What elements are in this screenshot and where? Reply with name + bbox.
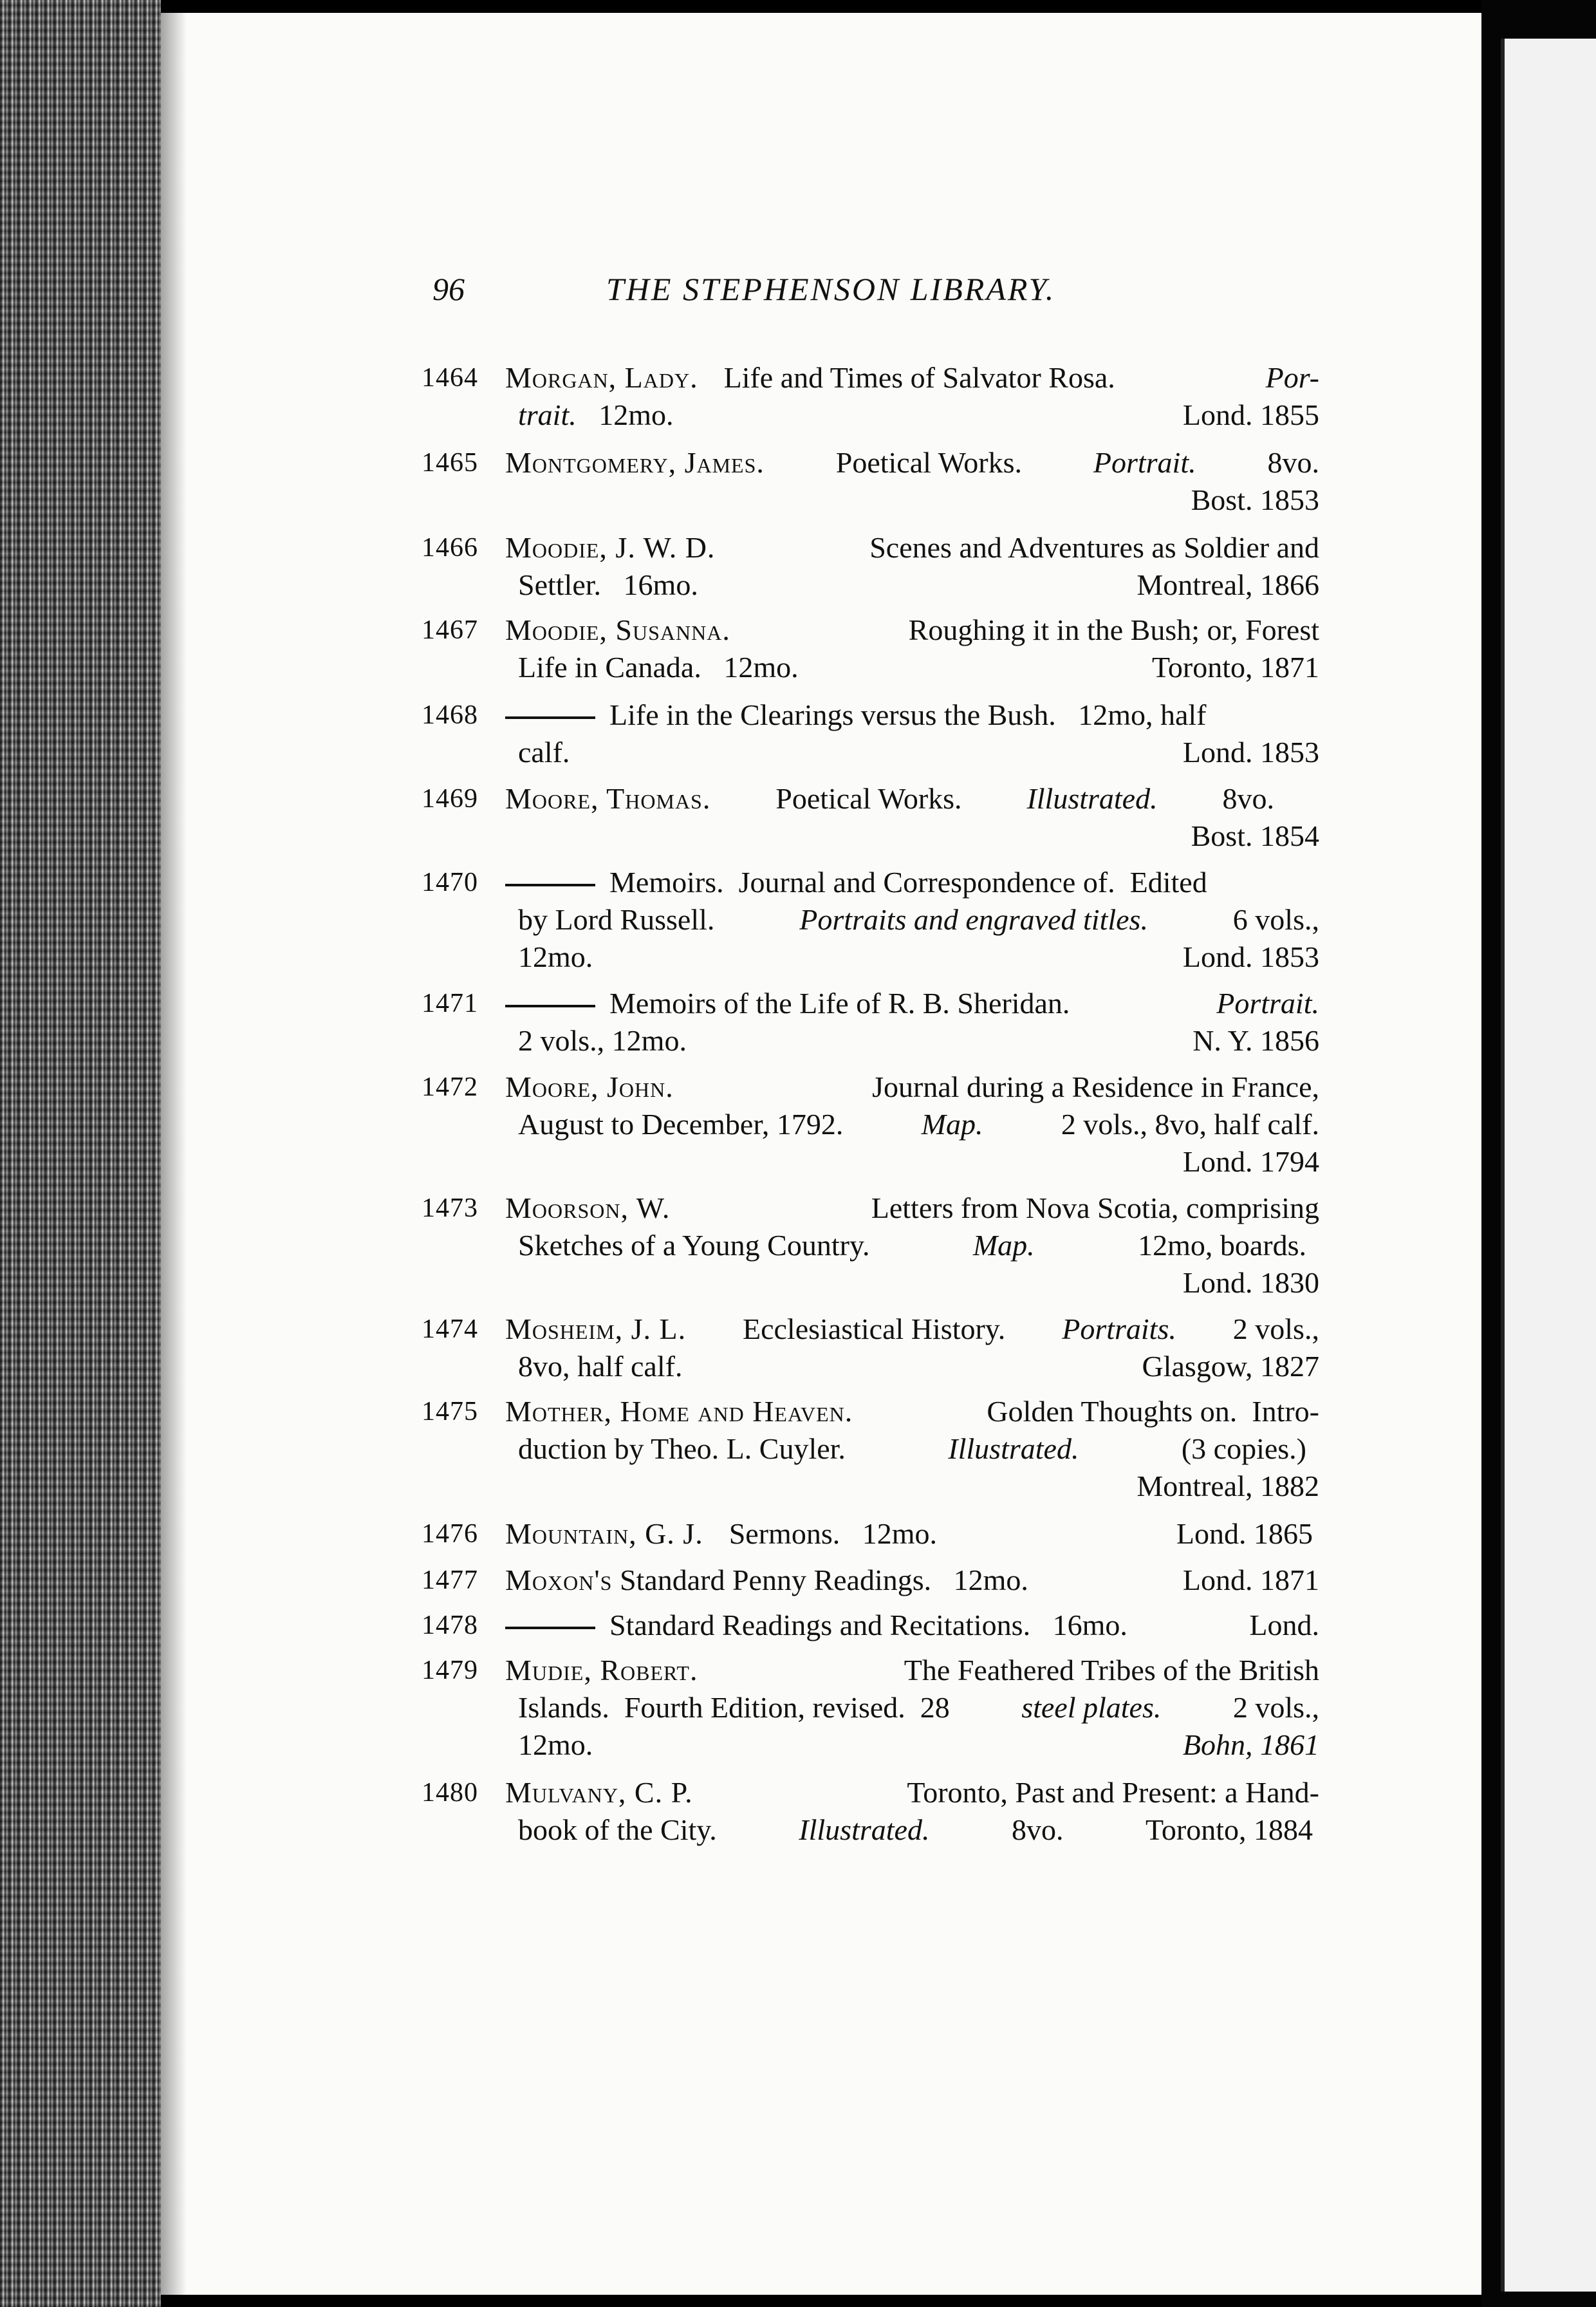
entry-note: Por- [1265, 361, 1319, 394]
entry-number: 1469 [422, 784, 478, 814]
entry-note: trait. [518, 398, 577, 431]
entry-line [505, 696, 1319, 734]
entry-line [518, 1022, 1319, 1060]
entry-line [518, 901, 1319, 939]
page-number: 96 [432, 271, 465, 307]
entry-format: 6 vols., [1232, 903, 1319, 936]
entry-note: Illustrated. [1026, 782, 1158, 815]
entry-line [505, 864, 1319, 901]
entry-note: Illustrated. [799, 1813, 930, 1846]
entry-number: 1468 [422, 700, 478, 730]
entry-title: Memoirs of the Life of R. B. Sheridan. [609, 987, 1070, 1020]
entry-title: Roughing it in the Bush; or, Forest [908, 613, 1319, 646]
page-gutter-shadow [161, 13, 187, 2295]
catalog-entry [422, 1069, 1319, 1184]
entry-format: 2 vols., 8vo, half calf. [1061, 1108, 1319, 1141]
entry-title-cont: Life in Canada. 12mo. [518, 651, 799, 684]
facing-page-edge [1501, 39, 1596, 2292]
entry-imprint: Lond. 1853 [1182, 736, 1319, 769]
catalog-entry [422, 1652, 1319, 1768]
book-binding-edge [0, 0, 161, 2307]
entry-author: Mosheim, J. L. [505, 1312, 687, 1345]
entry-line [518, 817, 1319, 855]
entry-imprint: Bohn, 1861 [1182, 1728, 1319, 1761]
entry-title-cont: August to December, 1792. [518, 1108, 844, 1141]
catalog-entry [422, 1311, 1319, 1388]
catalog-entry [422, 780, 1319, 857]
entry-line [505, 359, 1319, 397]
entry-title: Standard Readings and Recitations. 16mo. [609, 1609, 1127, 1641]
entry-author: Moodie, Susanna. [505, 613, 730, 646]
entry-title: Journal during a Residence in France, [872, 1070, 1319, 1103]
entry-line [518, 1811, 1313, 1849]
entry-line [505, 1311, 1319, 1348]
entry-number: 1476 [422, 1519, 478, 1549]
entry-number: 1464 [422, 363, 478, 393]
entry-line [518, 1264, 1319, 1302]
catalog-entry [422, 1774, 1319, 1851]
entry-format: 2 vols., 12mo. [518, 1024, 687, 1057]
entry-number: 1478 [422, 1611, 478, 1640]
entry-line [505, 1393, 1319, 1430]
entry-line [505, 1190, 1319, 1227]
entry-imprint: Bost. 1853 [1191, 483, 1319, 516]
entry-line [505, 444, 1319, 481]
entry-title: Sermons. 12mo. [728, 1517, 937, 1550]
entry-author: Mother, Home and Heaven. [505, 1395, 853, 1428]
entry-line [518, 1143, 1319, 1181]
entry-title-cont: by Lord Russell. [518, 903, 715, 936]
entry-title-cont: Islands. Fourth Edition, revised. 28 [518, 1691, 950, 1724]
entry-title-cont: Settler. 16mo. [518, 568, 698, 601]
entry-author: Mountain, G. J. [505, 1517, 703, 1550]
ditto-dash [505, 884, 595, 886]
entry-format: 2 vols., [1232, 1691, 1319, 1724]
entry-line [518, 481, 1319, 519]
entry-author: Morgan, Lady. [505, 361, 698, 394]
entry-format: 12mo. [598, 398, 674, 431]
entry-note: Map. [921, 1108, 983, 1141]
entry-author: Mulvany, C. P. [505, 1776, 693, 1809]
entry-imprint: Lond. 1830 [1182, 1266, 1319, 1299]
entry-number: 1472 [422, 1072, 478, 1102]
entry-line [518, 734, 1319, 771]
entry-note: Portraits and engraved titles. [799, 903, 1148, 936]
entry-title: Golden Thoughts on. Intro- [987, 1395, 1319, 1428]
entry-imprint: Lond. 1871 [1182, 1564, 1319, 1596]
entry-note: Portraits. [1062, 1312, 1176, 1345]
entry-format: 8vo. [1011, 1813, 1064, 1846]
ditto-dash [505, 1627, 595, 1629]
entry-note: Illustrated. [948, 1432, 1079, 1465]
entry-title: Standard Penny Readings. 12mo. [619, 1564, 1028, 1596]
ditto-dash [505, 1005, 595, 1007]
entry-note: Map. [972, 1229, 1035, 1262]
entry-line [518, 566, 1319, 604]
entry-author: Mudie, Robert. [505, 1654, 698, 1686]
entry-format: 8vo. [1267, 446, 1319, 479]
entry-number: 1465 [422, 448, 478, 478]
entry-imprint: Montreal, 1882 [1137, 1470, 1319, 1502]
entry-imprint: Lond. [1249, 1609, 1319, 1641]
entry-number: 1475 [422, 1397, 478, 1426]
catalog-entry [422, 985, 1319, 1062]
entry-imprint: Lond. 1853 [1182, 940, 1319, 973]
entry-format: 12mo, boards. [1138, 1229, 1306, 1262]
entry-number: 1467 [422, 615, 478, 645]
entry-copies: (3 copies.) [1181, 1432, 1306, 1465]
entry-title-cont: Sketches of a Young Country. [518, 1229, 870, 1262]
entry-title-cont: duction by Theo. L. Cuyler. [518, 1432, 846, 1465]
entry-author: Montgomery, James. [505, 446, 765, 479]
entry-line [505, 1774, 1319, 1811]
entry-imprint: Lond. 1855 [1182, 398, 1319, 431]
entry-number: 1470 [422, 868, 478, 897]
entry-line [505, 529, 1319, 566]
entry-format: 12mo. [518, 940, 593, 973]
entry-line [505, 985, 1319, 1022]
entry-number: 1479 [422, 1656, 478, 1685]
catalog-entry [422, 1393, 1319, 1509]
entry-title: Toronto, Past and Present: a Hand- [907, 1776, 1319, 1809]
entry-line [505, 612, 1319, 649]
entry-imprint: Bost. 1854 [1191, 819, 1319, 852]
entry-title: Life and Times of Salvator Rosa. [723, 361, 1115, 394]
entry-imprint: Lond. 1865 [1176, 1517, 1313, 1550]
entry-author: Moxon's [505, 1564, 613, 1596]
entry-number: 1480 [422, 1778, 478, 1807]
entry-author: Moore, John. [505, 1070, 674, 1103]
entry-format: 8vo, half calf. [518, 1350, 683, 1383]
entry-line [518, 939, 1319, 976]
entry-author: Moore, Thomas. [505, 782, 711, 815]
running-head: THE STEPHENSON LIBRARY. [606, 271, 1056, 307]
entry-line [518, 1227, 1306, 1264]
entry-imprint: Toronto, 1884 [1146, 1813, 1313, 1846]
entry-imprint: Lond. 1794 [1182, 1145, 1319, 1178]
entry-title: Scenes and Adventures as Soldier and [869, 531, 1319, 564]
entry-line [505, 1607, 1319, 1644]
catalog-entry [422, 1607, 1319, 1645]
entry-title: Poetical Works. [775, 782, 962, 815]
entry-title-cont: book of the City. [518, 1813, 717, 1846]
entry-line [505, 1069, 1319, 1106]
entry-line [505, 1652, 1319, 1689]
entry-format: 8vo. [1222, 782, 1274, 815]
entry-format: calf. [518, 736, 570, 769]
entry-imprint: Toronto, 1871 [1152, 651, 1319, 684]
entry-number: 1477 [422, 1565, 478, 1595]
entry-line [518, 1430, 1306, 1468]
entry-line [518, 397, 1319, 434]
catalog-entry [422, 696, 1319, 774]
entry-note: steel plates. [1021, 1691, 1162, 1724]
entry-title: Poetical Works. [835, 446, 1023, 479]
entry-line [518, 1726, 1319, 1764]
catalog-entry [422, 529, 1319, 606]
entry-title: The Feathered Tribes of the British [904, 1654, 1319, 1686]
entry-format: 2 vols., [1232, 1312, 1319, 1345]
entry-line [505, 1562, 1319, 1599]
entry-number: 1474 [422, 1314, 478, 1344]
entry-line [518, 1468, 1319, 1505]
ditto-dash [505, 716, 595, 719]
entry-line [518, 1106, 1319, 1143]
entry-author: Moorson, W. [505, 1191, 671, 1224]
entry-author: Moodie, J. W. D. [505, 531, 716, 564]
catalog-entry [422, 1190, 1319, 1305]
entry-number: 1473 [422, 1193, 478, 1223]
entry-title: Memoirs. Journal and Correspondence of. Edited [609, 866, 1207, 899]
entry-imprint: Glasgow, 1827 [1142, 1350, 1319, 1383]
catalog-entry [422, 612, 1319, 689]
entry-imprint: Montreal, 1866 [1137, 568, 1319, 601]
entry-line [505, 1515, 1313, 1553]
entry-number: 1466 [422, 533, 478, 563]
catalog-entry [422, 1515, 1319, 1554]
entry-line [518, 649, 1319, 686]
catalog-entry [422, 1562, 1319, 1600]
entry-imprint: N. Y. 1856 [1192, 1024, 1319, 1057]
entry-format: 12mo. [518, 1728, 593, 1761]
page-header [432, 270, 1153, 322]
entry-title: Letters from Nova Scotia, comprising [871, 1191, 1319, 1224]
entry-title: Life in the Clearings versus the Bush. 12mo, half [609, 698, 1207, 731]
entry-note: Portrait. [1216, 987, 1319, 1020]
catalog-entry [422, 864, 1319, 980]
entry-note: Portrait. [1093, 446, 1196, 479]
entry-line [518, 1689, 1319, 1726]
entry-line [505, 780, 1274, 817]
catalog-entry [422, 359, 1319, 436]
entry-title: Ecclesiastical History. [742, 1312, 1006, 1345]
entry-line [518, 1348, 1319, 1385]
entry-number: 1471 [422, 989, 478, 1018]
catalog-entry [422, 444, 1319, 521]
